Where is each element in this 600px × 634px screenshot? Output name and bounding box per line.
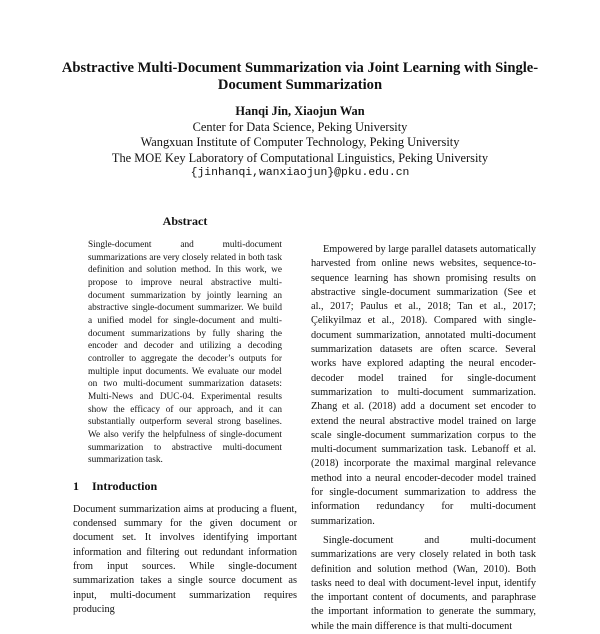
left-column	[73, 214, 297, 617]
author-block	[40, 104, 560, 182]
author-names: Hanqi Jin, Xiaojun Wan	[235, 104, 365, 118]
affiliation-line: The MOE Key Laboratory of Computational Linguistics, Peking University	[111, 150, 489, 165]
affiliation-line: Center for Data Science, Peking University	[192, 119, 408, 134]
abstract-text: Single-document and multi-document summarizations are very closely related in both task definition and solution method. In this work, we propose to improve neural abstractive multi-document summarization by jointly learning an abstractive single-document summarizer. We build a unified model for single-document and multi-document summarizations by fully sharing the encoder and decoder and utilizing a decoding controller to aggregate the decoder’s outputs for multiple input documents. We evaluate our model on two multi-document summarization datasets: Multi-News and DUC-04. Experimental results show the efficacy of our approach, and it can substantially outperform several strong baselines. We also verify the helpfulness of single-document summarization to abstractive multi-document summarization task.	[88, 240, 282, 466]
intro-paragraph-3: Single-document and multi-document summarizations are very closely related in both task definition and solution method (Wan, 2010). Both tasks need to deal with document-level input, identify the important content of documents, and paraphrase the important information to generate the summary, while the main difference is that multi-document	[311, 534, 536, 632]
section-number: 1	[73, 478, 79, 493]
section-heading-introduction	[73, 479, 297, 494]
intro-paragraph-1: Document summarization aims at producing a fluent, condensed summary for the given document or document set. It involves identifying important information and filtering out redundant information from input sources. While single-document summarization takes a single source document as input, multi-document summarization requires producing	[73, 503, 297, 615]
affiliation-line: Wangxuan Institute of Computer Technology, Peking University	[140, 135, 460, 149]
section-title: Introduction	[92, 478, 158, 493]
right-column	[311, 243, 536, 634]
abstract-heading: Abstract	[162, 214, 208, 228]
paper-title: Abstractive Multi-Document Summarization via Joint Learning with Single-Document Summarization	[61, 60, 539, 93]
author-email: {jinhanqi,wanxiaojun}@pku.edu.cn	[190, 167, 410, 179]
intro-paragraph-2: Empowered by large parallel datasets automatically harvested from online news websites, sequence-to-sequence learning has shown promising results on abstractive single-document summarization (See et al., 2017; Paulus et al., 2018; Tan et al., 2017; Çelikyilmaz et al., 2018). Compared with single-document summarization, annotated multi-document summarization datasets are often scarce. Several works have explored adapting the neural encoder-decoder model trained for single-document summarization to multi-document summarization. Zhang et al. (2018) add a document set encoder to extend the neural abstractive model trained on large scale single-document summarization corpus to the multi-document summarization task. Lebanoff et al. (2018) incorporate the maximal marginal relevance method into a neural encoder-decoder model trained for single-document summarization to address the information redundancy for multi-document summarization.	[311, 244, 536, 527]
